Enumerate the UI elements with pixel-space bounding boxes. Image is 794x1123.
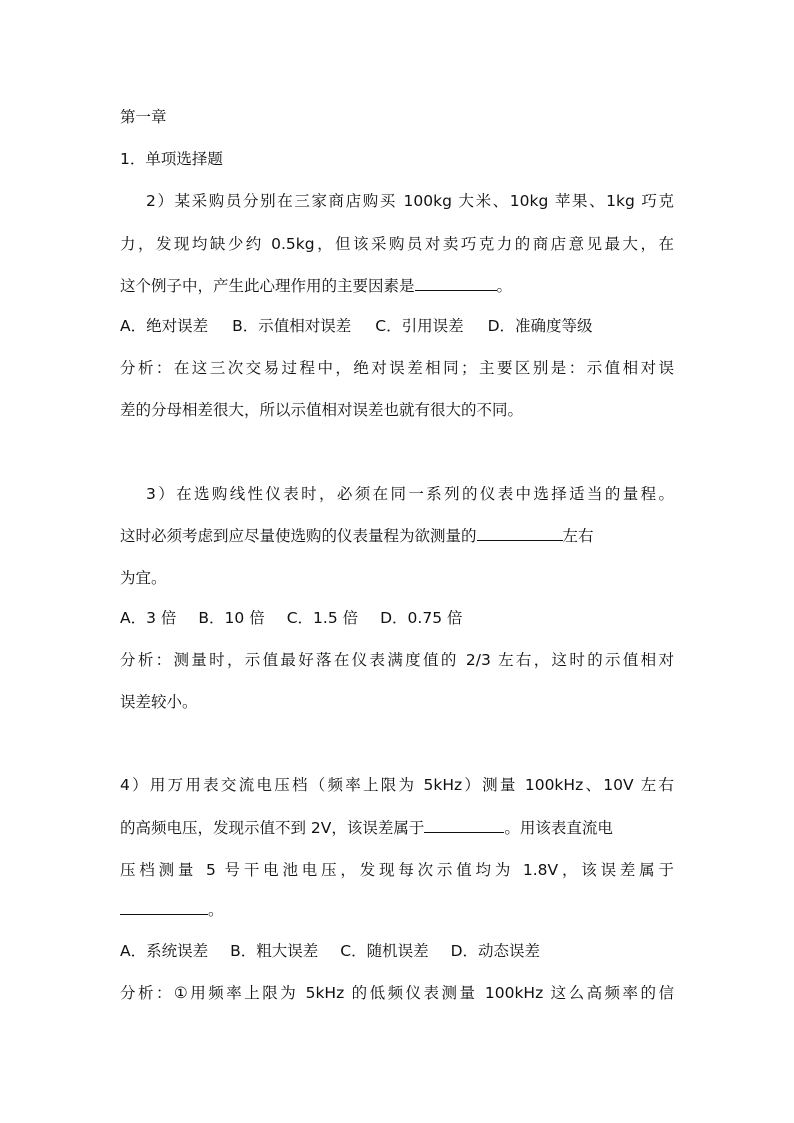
q3-options bbox=[120, 608, 674, 628]
q4-line-2-end: 。用该表直流电 bbox=[504, 819, 613, 837]
q2-analysis-1: 分析：在这三次交易过程中，绝对误差相同；主要区别是：示值相对误 bbox=[120, 359, 674, 377]
q3-line-2-end: 左右 bbox=[562, 527, 594, 545]
q2-options bbox=[120, 316, 674, 336]
answer-blank bbox=[120, 900, 208, 915]
answer-blank bbox=[424, 818, 504, 833]
q4-option-c: C．随机误差 bbox=[340, 942, 429, 960]
q2-line-3-text: 这个例子中，产生此心理作用的主要因素是 bbox=[120, 277, 415, 295]
q2-line-2: 力，发现均缺少约 0.5kg，但该采购员对卖巧克力的商店意见最大，在 bbox=[120, 235, 674, 253]
q2-option-d: D．准确度等级 bbox=[487, 317, 593, 335]
q3-option-b: B．10 倍 bbox=[198, 609, 265, 627]
q3-option-a: A．3 倍 bbox=[120, 609, 177, 627]
q2-option-a: A．绝对误差 bbox=[120, 317, 209, 335]
q2-option-b: B．示值相对误差 bbox=[232, 317, 352, 335]
q4-line-4 bbox=[120, 900, 674, 920]
q3-line-2-text: 这时必须考虑到应尽量使选购的仪表量程为欲测量的 bbox=[120, 527, 477, 545]
q3-analysis-2: 误差较小。 bbox=[120, 693, 198, 711]
section-title: 1．单项选择题 bbox=[120, 150, 223, 168]
q2-analysis-2: 差的分母相差很大，所以示值相对误差也就有很大的不同。 bbox=[120, 401, 524, 419]
q3-analysis-1: 分析：测量时，示值最好落在仪表满度值的 2/3 左右，这时的示值相对 bbox=[120, 651, 674, 669]
q4-line-3: 压档测量 5 号干电池电压，发现每次示值均为 1.8V，该误差属于 bbox=[120, 861, 674, 879]
q4-option-d: D．动态误差 bbox=[450, 942, 541, 960]
q3-line-1: 3）在选购线性仪表时，必须在同一系列的仪表中选择适当的量程。 bbox=[146, 485, 674, 503]
q4-line-2 bbox=[120, 818, 674, 838]
q4-line-4-end: 。 bbox=[208, 901, 224, 919]
q2-line-3-end: 。 bbox=[496, 277, 513, 295]
q3-option-c: C．1.5 倍 bbox=[286, 609, 359, 627]
q3-line-2 bbox=[120, 526, 674, 546]
answer-blank bbox=[415, 276, 497, 291]
q4-option-b: B．粗大误差 bbox=[230, 942, 319, 960]
q2-option-c: C．引用误差 bbox=[375, 317, 464, 335]
q3-option-d: D．0.75 倍 bbox=[380, 609, 463, 627]
q2-line-1: 2）某采购员分别在三家商店购买 100kg 大米、10kg 苹果、1kg 巧克 bbox=[146, 192, 674, 210]
answer-blank bbox=[477, 526, 563, 541]
q4-line-2-text: 的高频电压，发现示值不到 2V，该误差属于 bbox=[120, 819, 425, 837]
q2-line-3 bbox=[120, 276, 674, 296]
chapter-title: 第一章 bbox=[120, 108, 167, 126]
q4-options bbox=[120, 941, 674, 961]
q4-analysis-1: 分析：①用频率上限为 5kHz 的低频仪表测量 100kHz 这么高频率的信 bbox=[120, 984, 674, 1002]
q4-option-a: A．系统误差 bbox=[120, 942, 209, 960]
q3-line-3: 为宜。 bbox=[120, 569, 167, 587]
q4-line-1: 4）用万用表交流电压档（频率上限为 5kHz）测量 100kHz、10V 左右 bbox=[120, 776, 674, 794]
